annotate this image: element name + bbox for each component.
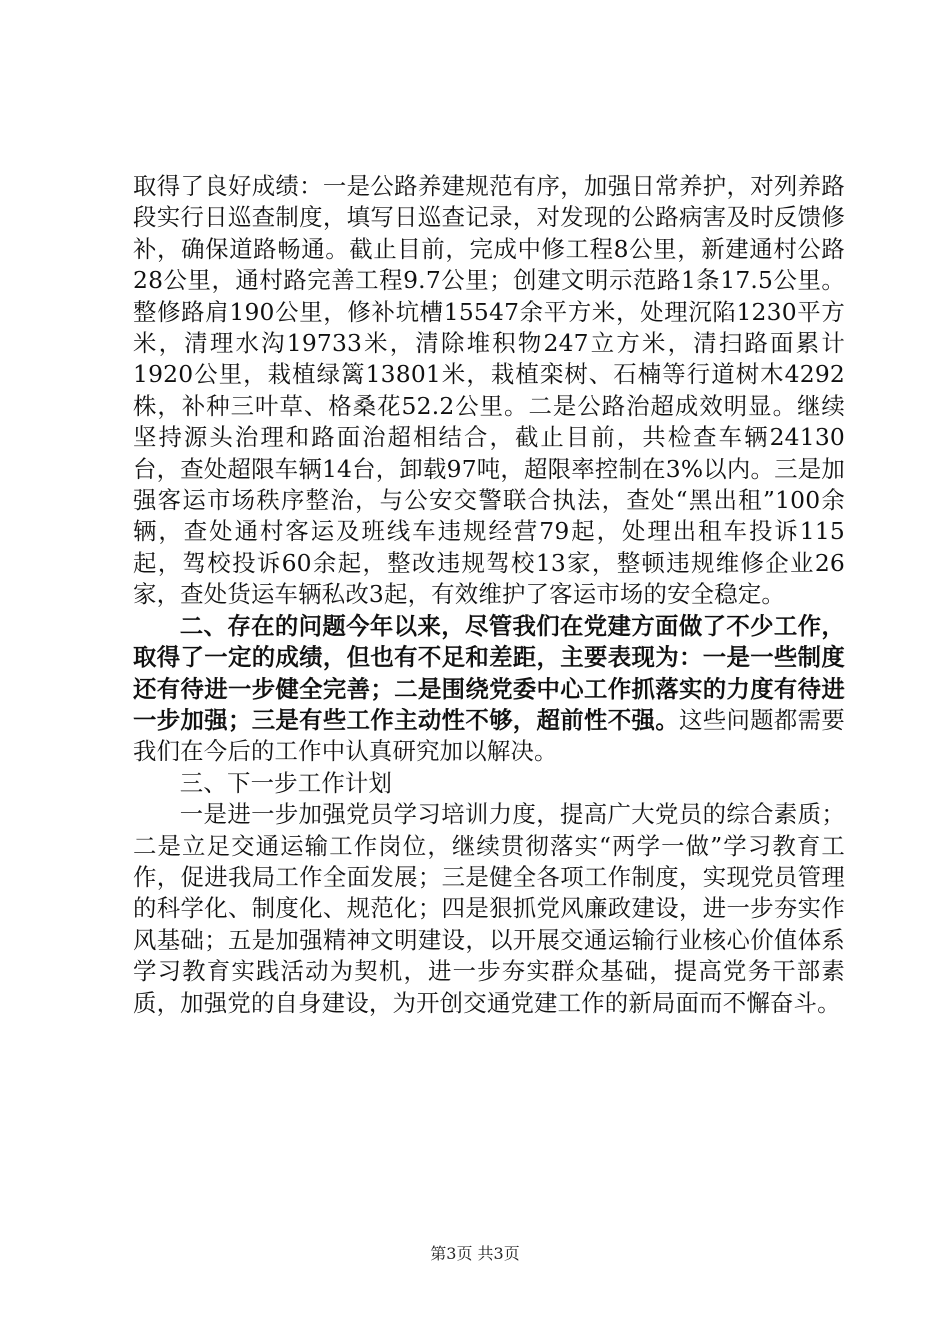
paragraph-plan-text: 一是进一步加强党员学习培训力度，提高广大党员的综合素质；二是立足交通运输工作岗位，继续贯彻落实“两学一做”学习教育工作，促进我局工作全面发展；三是健全各项工作制度，实现党员管理的科学化、制度化、规范化；四是狠抓党风廉政建设，进一步夯实作风基础；五是加强精神文明建设，以开展交通运输行业核心价值体系学习教育实践活动为契机，进一步夯实群众基础，提高党务干部素质，加强党的自身建设，为开创交通党建工作的新局面而不懈奋斗。	[133, 800, 845, 1017]
paragraph-achievements-text: 取得了良好成绩：一是公路养建规范有序，加强日常养护，对列养路段实行日巡查制度，填写日巡查记录，对发现的公路病害及时反馈修补，确保道路畅通。截止目前，完成中修工程8公里，新建通村公路28公里，通村路完善工程9.7公里；创建文明示范路1条17.5公里。整修路肩190公里，修补坑槽15547余平方米，处理沉陷1230平方米，清理水沟19733米，清除堆积物247立方米，清扫路面累计1920公里，栽植绿篱13801米，栽植栾树、石楠等行道树木4292株，补种三叶草、格桑花52.2公里。二是公路治超成效明显。继续坚持源头治理和路面治超相结合，截止目前，共检查车辆24130台，查处超限车辆14台，卸载97吨，超限率控制在3%以内。三是加强客运市场秩序整治，与公安交警联合执法，查处“黑出租”100余辆，查处通村客运及班线车违规经营79起，处理出租车投诉115起，驾校投诉60余起，整改违规驾校13家，整顿违规维修企业26家，查处货运车辆私改3起，有效维护了客运市场的安全稳定。	[133, 172, 845, 609]
paragraph-problems-text: 这些问题都需要我们在今后的工作中认真研究加以解决。	[133, 705, 845, 766]
paragraph-achievements	[133, 171, 845, 611]
paragraph-problems	[133, 611, 845, 768]
document-body	[133, 171, 845, 1019]
paragraph-plan	[133, 799, 845, 1019]
page-number-label: 第3页 共3页	[430, 1244, 520, 1263]
page-footer	[0, 1244, 950, 1264]
section-heading-next-steps-text: 三、下一步工作计划	[179, 768, 393, 797]
section-heading-next-steps	[133, 768, 845, 799]
paragraph-problems-heading-text: 二、存在的问题今年以来，尽管我们在党建方面做了不少工作，取得了一定的成绩，但也有不足和差距，主要表现为：一是一些制度还有待进一步健全完善；二是围绕党委中心工作抓落实的力度有待进一步加强；三是有些工作主动性不够，超前性不强。	[133, 611, 845, 734]
